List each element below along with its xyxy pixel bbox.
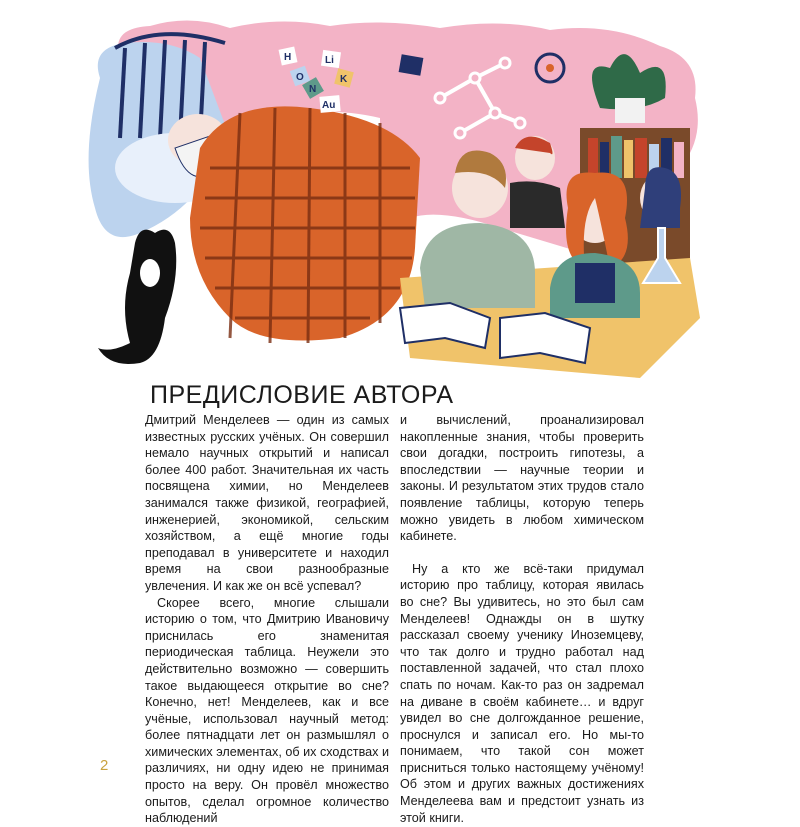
apron (575, 263, 615, 303)
paragraph: Дмитрий Менделеев — один из самых известных русских учёных. Он совершил немало научных открытий и написал более 400 работ. Значительная их часть посвящена химии, но Менделеев занимался также физикой, географией, инженерией, экономикой, сельским хозяйством, а ещё многие годы преподавал в университете и находил время на свои разнообразные увлечения. И как же он всё успевал? (145, 413, 389, 593)
student-back-body (510, 181, 565, 228)
tile-li: Li (325, 55, 334, 66)
paragraph: Скорее всего, многие слышали историю о том, что Дмитрию Ивановичу приснилась его знаменитая периодическая таблица. Неужели это действительно возможно — совершить такое выдающееся открытие во сне? Конечно, нет! Менделеев, как и все учёные, использовал научный метод: более пятнадцати лет он размышлял о химических элементах, об их сходствах и различиях, ни одну идею не принимая просто на веру. Он провёл множество опытов, сделал огромное количество наблюдений (145, 595, 389, 826)
blue-tile (399, 54, 424, 76)
paragraph: и вычислений, проанализировал накопленные знания, чтобы проверить свои догадки, построить гипотезы, а впоследствии — научные теории и законы. И результатом этих трудов стало появление таблицы, которую теперь можно увидеть в любом химическом кабинете. (400, 413, 644, 544)
page-number: 2 (100, 757, 109, 774)
tile-o: O (296, 72, 304, 83)
tile-h: H (284, 52, 292, 63)
student-boy-body (420, 223, 535, 308)
tile-n: N (309, 84, 317, 95)
plant-pot (615, 98, 645, 123)
tile-k: K (340, 74, 348, 85)
blanket (190, 106, 420, 340)
cat (98, 230, 176, 364)
text-column-right (400, 412, 644, 826)
section-heading: ПРЕДИСЛОВИЕ АВТОРА (150, 381, 454, 409)
text-column-left (145, 412, 389, 827)
cat-chest (140, 259, 160, 287)
paragraph: Ну а кто же всё-таки придумал историю про таблицу, которая явилась во сне? Вы удивитесь, но это был сам Менделеев! Однажды он в шутку рассказал своему ученику Иноземцеву, что так долго и трудно работал над поставленной задачей, что стал плохо спать по ночам. Как-то раз он задремал на диване в своём кабинете… и вдруг увидел во сне долгожданное решение, проснулся и записал его. Но мы-то понимаем, что такой сон может присниться только настоящему учёному! Об этом и других важных достижениях Менделеева вам и предстоит узнать из этой книги. (400, 561, 644, 825)
tile-au: Au (322, 100, 336, 111)
illustration (80, 18, 720, 390)
